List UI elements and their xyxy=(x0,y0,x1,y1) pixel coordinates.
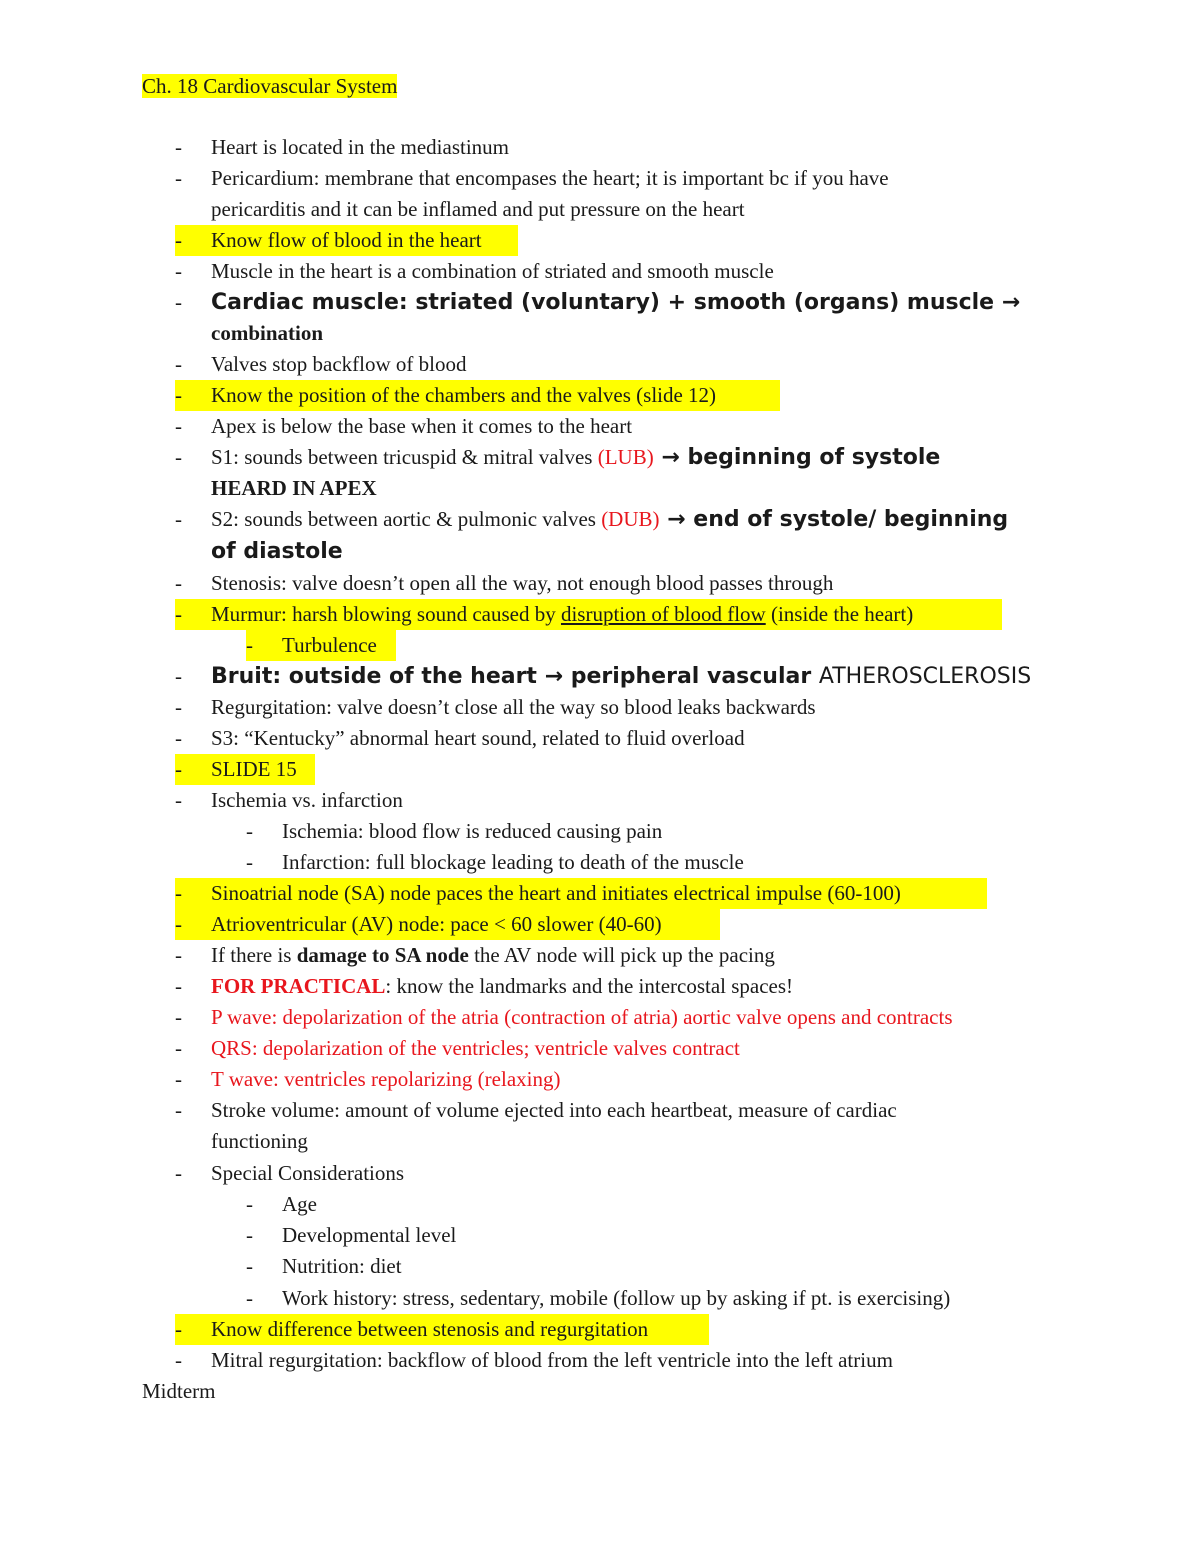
footer-label: Midterm xyxy=(142,1379,216,1403)
page-title: Ch. 18 Cardiovascular System xyxy=(142,74,398,98)
list-item-highlighted: - Know flow of blood in the heart xyxy=(175,225,518,265)
list-item-highlighted: - Know difference between stenosis and regurgitation xyxy=(175,1314,709,1354)
document-page: Ch. 18 Cardiovascular System - Heart is located in the mediastinum - Pericardium: membrane that encompases the heart; it is important bc if you have pericarditis and it can be inflamed and put pressure on the heart - Know flow of blood in the heart - Muscle in the heart is a combination of striated and smooth muscle - Cardiac muscle: striated (voluntary) + smooth (organs) muscle → combination - Valves stop backflow of blood - Know the position of the chambers and the valves (slide 12) - Apex is below the base when it comes to the heart - S1: sounds between tricuspid & mitral valves (LUB) → beginning of systole HEARD IN APEX - S2: sounds between aortic & pulmonic valves (DUB) → end of systole/ beginning of diastole - Stenosis: valve doesn’t open all the way, not enough blood passes through - Murmur: harsh blowing sound caused by disruption of blood flow (inside the heart) - Turbulence - Bruit: outside of the heart → peripheral vascular ATHEROSCLEROSIS - Regurgitation: valve doesn’t close all the way so blood leaks backwards - S3: “Kentucky” abnormal heart sound, related to fluid overload - SLIDE 15 - Ischemia vs. infarction - Ischemia: blood flow is reduced causing pain - Infarction: full blockage leading to death of the muscle - Sinoatrial node (SA) node paces the heart and initiates electrical impulse (60-100) - Atrioventricular (AV) node: pace < 60 slower (40-60) - If there is damage to SA node the AV node will pick up the pacing - FOR PRACTICAL: know the landmarks and the intercostal spaces! - P wave: depolarization of the atria (contraction of atria) aortic valve opens and contracts - QRS: depolarization of the ventricles; ventricle valves contract - T wave: ventricles repolarizing (relaxing) - Stroke volume: amount of volume ejected into each heartbeat, measure of cardiac functioning - Special Considerations - Age - Developmental level - Nutrition: diet - Work history: stress, sedentary, mobile (follow up by asking if pt. is exercising) - Know difference between stenosis and regurgitation - Mitral regurgitation: backflow of blood from the left ventricle into the left atrium Midterm xyxy=(0,0,1200,71)
sub-list-item-highlighted: - Turbulence xyxy=(246,630,396,670)
list-item-highlighted: - Murmur: harsh blowing sound caused by disruption of blood flow (inside the heart) xyxy=(175,599,1002,639)
list-item-highlighted: - Atrioventricular (AV) node: pace < 60 slower (40-60) xyxy=(175,909,720,949)
list-item-highlighted: - Sinoatrial node (SA) node paces the heart and initiates electrical impulse (60-100) xyxy=(175,878,987,918)
list-item-highlighted: - Know the position of the chambers and the valves (slide 12) xyxy=(175,380,780,420)
list-item-highlighted: - SLIDE 15 xyxy=(175,754,315,794)
